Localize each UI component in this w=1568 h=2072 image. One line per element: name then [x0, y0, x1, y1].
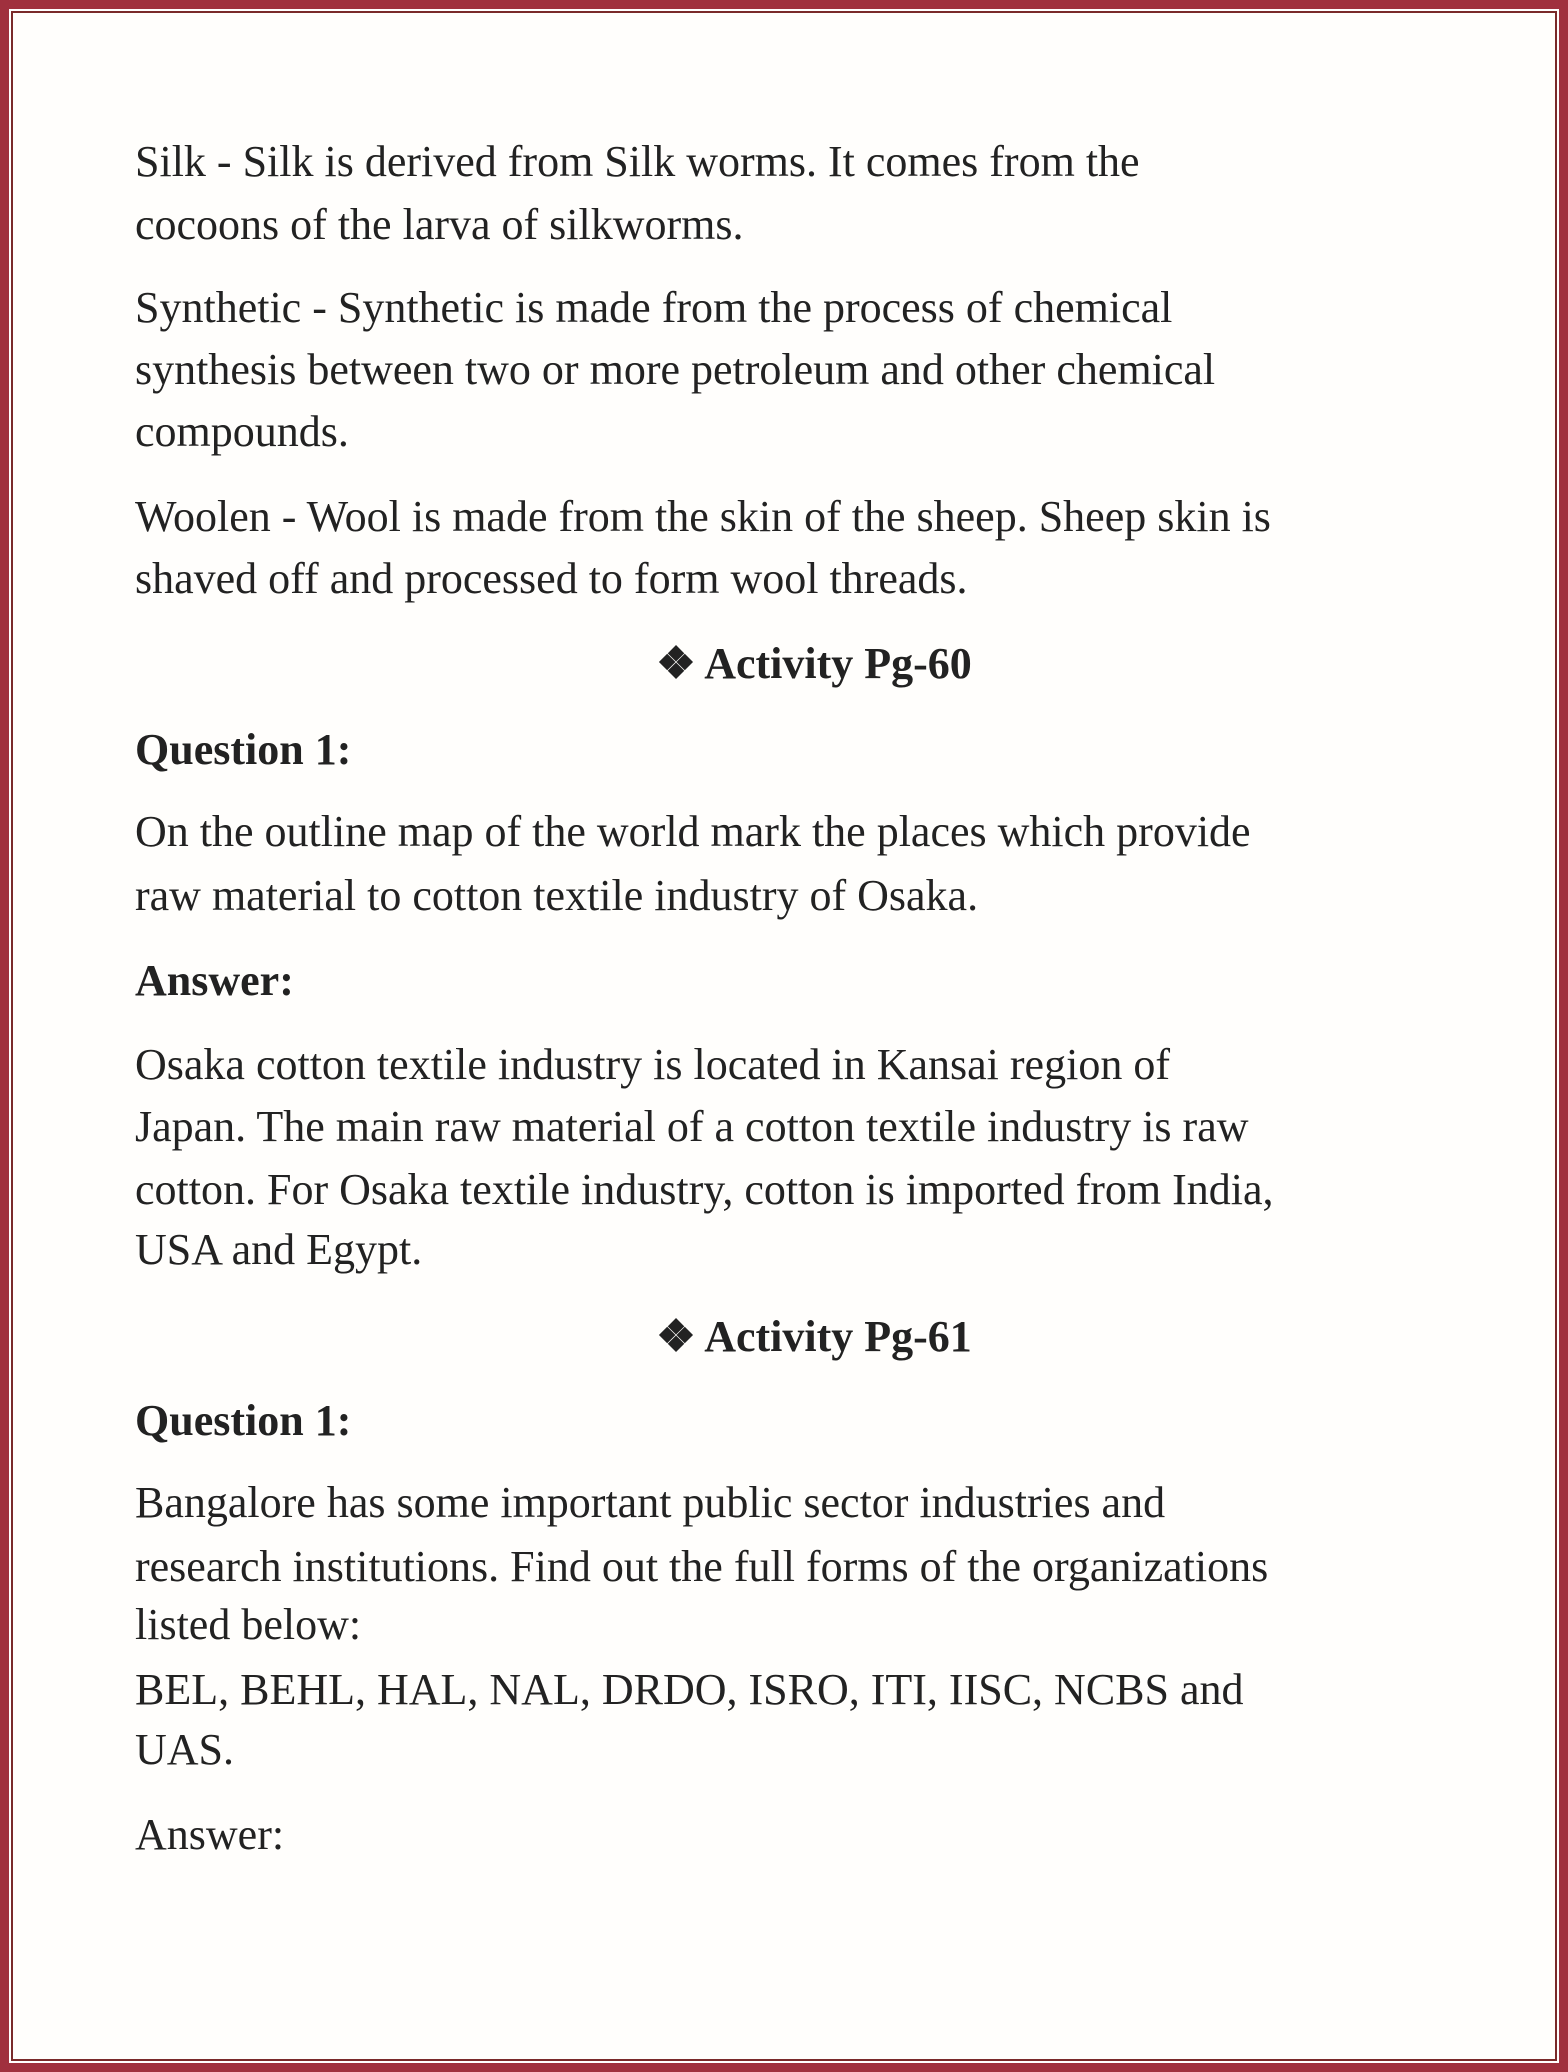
question-line-5: UAS. — [135, 1725, 235, 1774]
answer-line-1: Osaka cotton textile industry is located in Kansai region of — [135, 1040, 1170, 1089]
synthetic-line-3: compounds. — [135, 407, 349, 456]
question-line-1: On the outline map of the world mark the places which provide — [135, 807, 1251, 856]
question-line-1: Bangalore has some important public sector industries and — [135, 1478, 1166, 1527]
synthetic-line-2: synthesis between two or more petroleum and other chemical — [135, 345, 1216, 394]
silk-line-2: cocoons of the larva of silkworms. — [135, 200, 744, 249]
question-line-2: research institutions. Find out the full forms of the organizations — [135, 1542, 1269, 1591]
synthetic-line-1: Synthetic - Synthetic is made from the process of chemical — [135, 283, 1173, 332]
answer-line-2: Japan. The main raw material of a cotton textile industry is raw — [135, 1102, 1249, 1151]
woolen-line-1: Woolen - Wool is made from the skin of the sheep. Sheep skin is — [135, 492, 1271, 541]
activity-heading-pg60: ❖ Activity Pg-60 — [656, 639, 972, 688]
activity-heading-pg61: ❖ Activity Pg-61 — [656, 1312, 972, 1361]
question-label: Question 1: — [135, 725, 352, 774]
answer-label: Answer: — [135, 956, 294, 1005]
question-line-3: listed below: — [135, 1600, 362, 1649]
silk-line-1: Silk - Silk is derived from Silk worms. It comes from the — [135, 137, 1140, 186]
answer-line-4: USA and Egypt. — [135, 1225, 423, 1274]
answer-label: Answer: — [135, 1810, 285, 1859]
question-label: Question 1: — [135, 1396, 352, 1445]
answer-line-3: cotton. For Osaka textile industry, cotton is imported from India, — [135, 1165, 1274, 1214]
question-line-4: BEL, BEHL, HAL, NAL, DRDO, ISRO, ITI, IISC, NCBS and — [135, 1665, 1244, 1714]
question-line-2: raw material to cotton textile industry of Osaka. — [135, 871, 979, 920]
woolen-line-2: shaved off and processed to form wool threads. — [135, 554, 968, 603]
